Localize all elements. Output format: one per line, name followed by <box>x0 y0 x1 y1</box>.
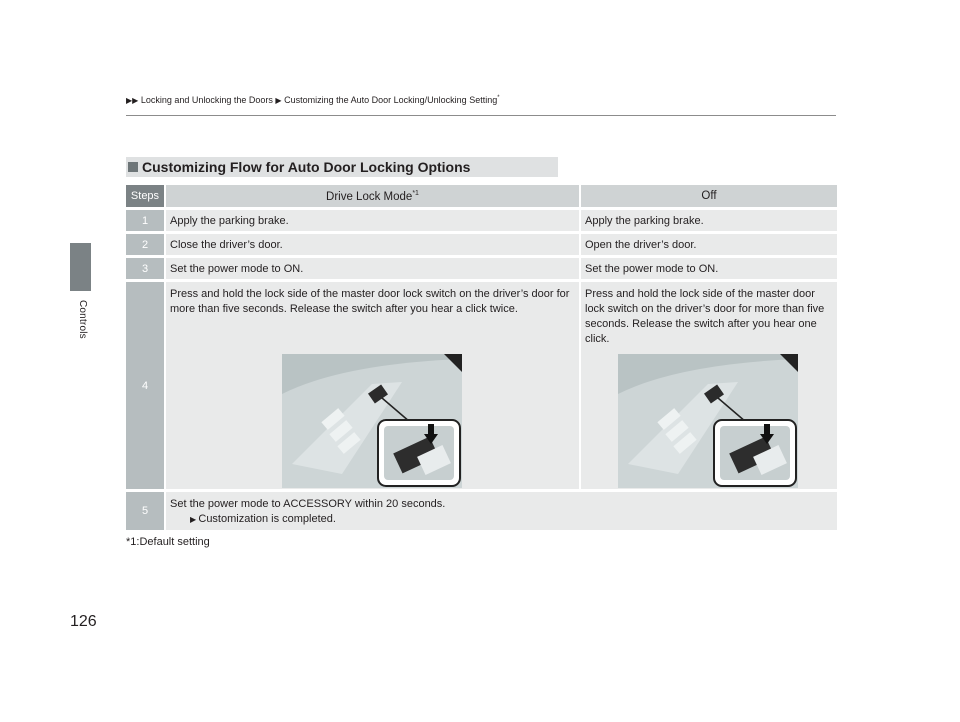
result-text: Customization is completed. <box>198 513 336 525</box>
arrow-icon: ▶ <box>275 96 282 105</box>
breadcrumb-item-doors[interactable]: Locking and Unlocking the Doors <box>140 95 273 105</box>
page-number: 126 <box>70 613 97 630</box>
header-drive-lock-mode <box>166 185 579 207</box>
cell-drive-lock: Set the power mode to ON. <box>166 258 579 279</box>
table-row <box>126 258 837 279</box>
header-rule <box>126 115 836 116</box>
double-arrow-icon: ▶▶ <box>126 96 139 105</box>
step-number: 2 <box>126 234 164 255</box>
table-row <box>126 492 837 530</box>
triangle-right-icon: ▶ <box>190 515 199 524</box>
side-tab-marker <box>70 243 91 291</box>
table-header-row <box>126 185 837 207</box>
square-bullet-icon <box>128 162 138 172</box>
door-switch-illustration <box>282 354 462 488</box>
footnote: *1:Default setting <box>126 536 210 548</box>
section-heading <box>126 157 558 177</box>
step-number: 5 <box>126 492 164 530</box>
header-col1-label: Drive Lock Mode <box>326 190 413 203</box>
section-title: Customizing Flow for Auto Door Locking Options <box>142 159 471 175</box>
cell-drive-lock: Close the driver’s door. <box>166 234 579 255</box>
cell-drive-lock-text: Press and hold the lock side of the master door lock switch on the driver’s door for more than five seconds. Release the switch after you hear a click twice. <box>170 288 570 315</box>
cell-off-text: Press and hold the lock side of the master door lock switch on the driver’s door for more than five seconds. Release the switch after you hear one click. <box>585 288 825 345</box>
table-row <box>126 210 837 231</box>
cell-drive-lock: Apply the parking brake. <box>166 210 579 231</box>
cell-both <box>166 492 837 530</box>
header-steps: Steps <box>126 185 164 207</box>
cell-off: Set the power mode to ON. <box>581 258 837 279</box>
step-number: 1 <box>126 210 164 231</box>
cell-off: Apply the parking brake. <box>581 210 837 231</box>
header-col1-mark: *1 <box>412 190 419 197</box>
table-row <box>126 234 837 255</box>
step-number: 3 <box>126 258 164 279</box>
breadcrumb-item-customizing[interactable]: Customizing the Auto Door Locking/Unlocking Setting <box>284 95 498 105</box>
header-off: Off <box>581 185 837 207</box>
result-line <box>170 512 833 527</box>
cell-off: Open the driver’s door. <box>581 234 837 255</box>
breadcrumb <box>126 95 500 105</box>
step-number: 4 <box>126 282 164 489</box>
cell-both-text: Set the power mode to ACCESSORY within 20 seconds. <box>170 498 446 510</box>
breadcrumb-mark: * <box>497 95 500 101</box>
door-switch-illustration <box>618 354 798 488</box>
side-section-label: Controls <box>77 300 88 339</box>
